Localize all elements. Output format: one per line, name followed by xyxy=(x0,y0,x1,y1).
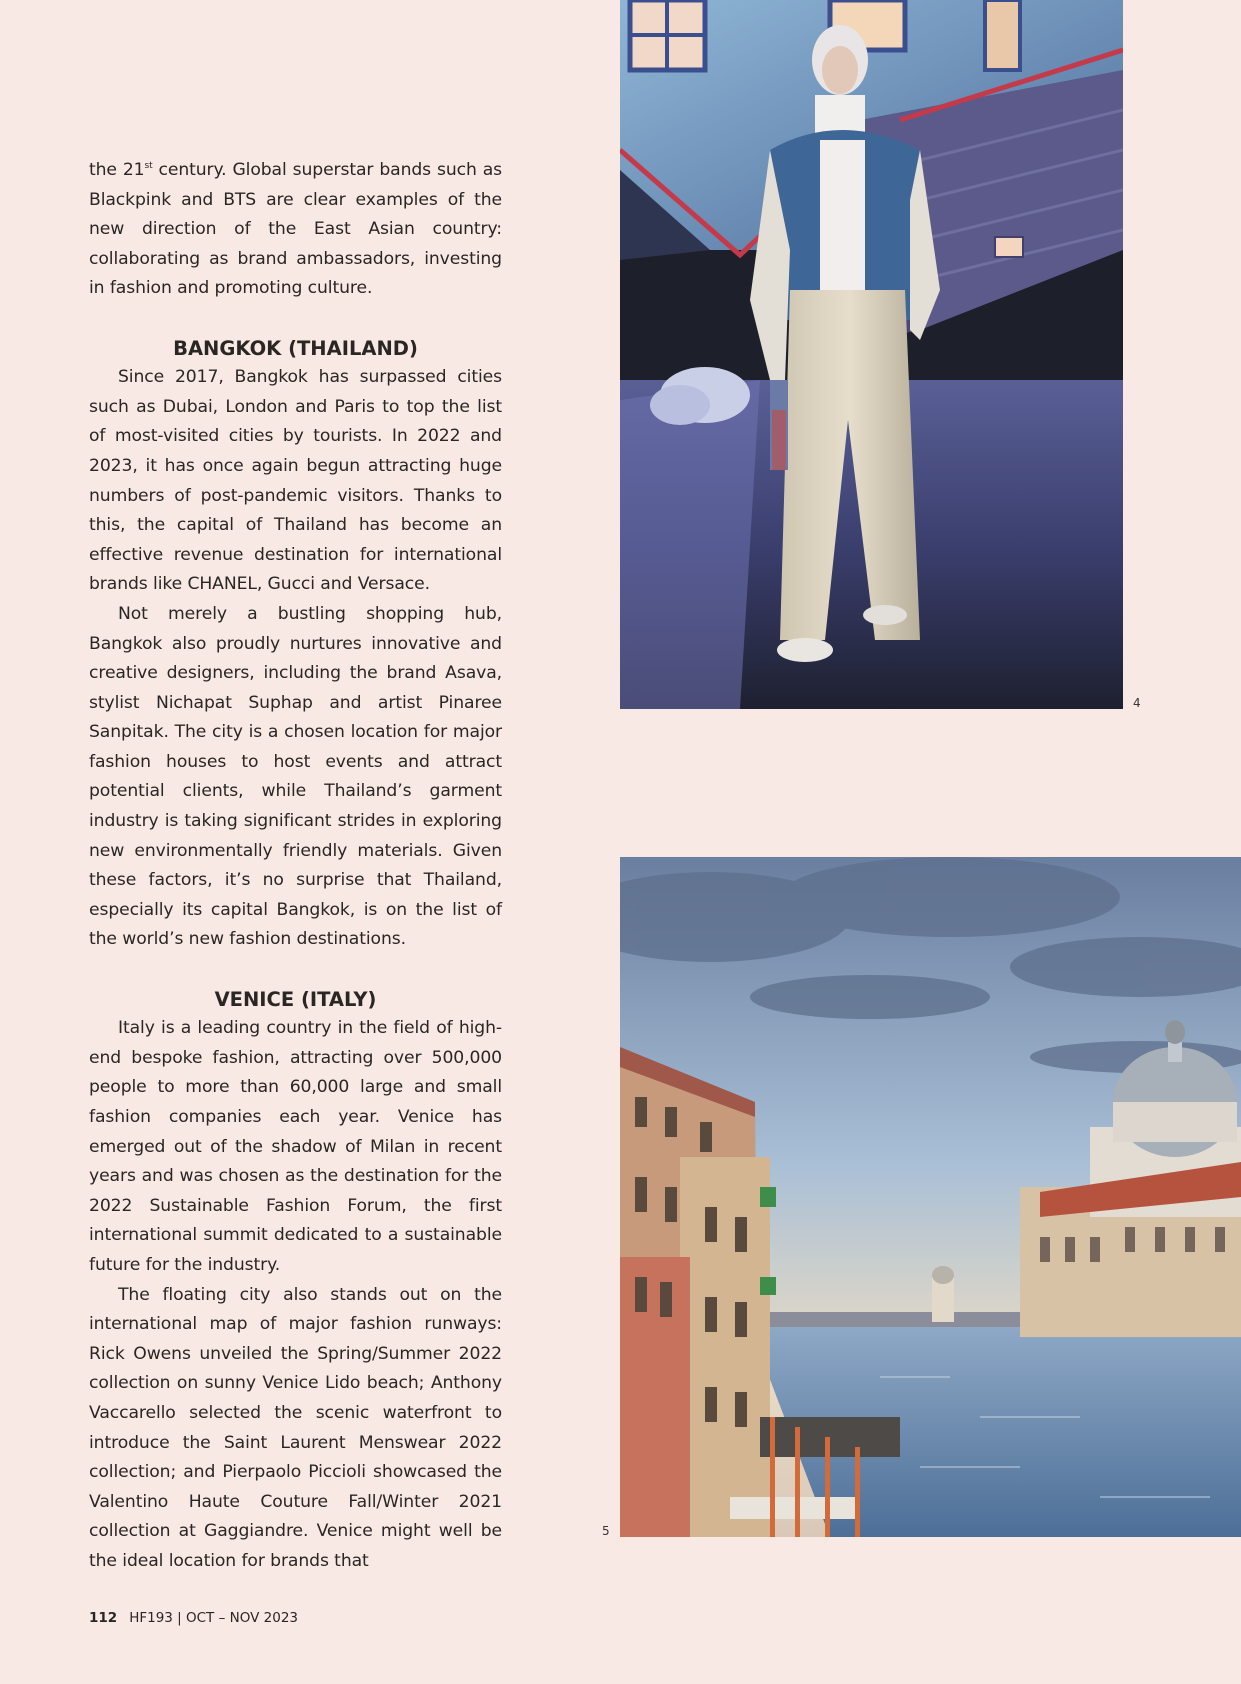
venice-canal-photo xyxy=(620,857,1241,1537)
venice-paragraph-2: The floating city also stands out on the international map of major fashion runways: Rick Owens unveiled the Spring/Summer 2022 collection on sunny Venice Lido beach; Anthony Vaccarello selected the scenic waterfront to introduce the Saint Laurent Menswear 2022 collection; and Pierpaolo Piccioli showcased the Valentino Haute Couture Fall/Winter 2021 collection at Gaggiandre. Venice might well be the ideal location for brands that xyxy=(89,1284,502,1571)
page-footer xyxy=(89,1610,298,1626)
venice-heading: VENICE (ITALY) xyxy=(214,987,377,1011)
runway-model-photo xyxy=(620,0,1123,709)
intro-text-start: the 21 xyxy=(89,160,145,180)
photo-5-number: 5 xyxy=(602,1524,610,1538)
bangkok-paragraph-2: Not merely a bustling shopping hub, Bangkok also proudly nurtures innovative and creative designers, including the brand Asava, stylist Nichapat Suphap and artist Pinaree Sanpitak. The city is a chosen location for major fashion houses to host events and attract potential clients, while Thailand’s garment industry is taking significant strides in exploring new environmentally friendly materials. Given these factors, it’s no surprise that Thailand, especially its capital Bangkok, is on the list of the world’s new fashion destinations. xyxy=(89,603,502,950)
photo-4-number: 4 xyxy=(1133,696,1141,710)
ordinal-suffix: st xyxy=(144,161,153,171)
venice-paragraph-1: Italy is a leading country in the field of high-end bespoke fashion, attracting over 500,000 people to more than 60,000 large and small fashion companies each year. Venice has emerged out of the shadow of Milan in recent years and was chosen as the destination for the 2022 Sustainable Fashion Forum, the first international summit dedicated to a sustainable future for the industry. xyxy=(89,1018,502,1275)
intro-paragraph xyxy=(89,156,502,304)
article-column xyxy=(89,156,502,1577)
intro-text-rest: century. Global superstar bands such as Blackpink and BTS are clear examples of the new direction of the East Asian country: collaborating as brand ambassadors, investing in fashion and promoting culture. xyxy=(89,160,502,299)
page-number: 112 xyxy=(89,1610,118,1626)
bangkok-heading: BANGKOK (THAILAND) xyxy=(173,336,418,360)
bangkok-paragraph-1: Since 2017, Bangkok has surpassed cities such as Dubai, London and Paris to top the list of most-visited cities by tourists. In 2022 and 2023, it has once again begun attracting huge numbers of post-pandemic visitors. Thanks to this, the capital of Thailand has become an effective revenue destination for international brands like CHANEL, Gucci and Versace. xyxy=(89,367,502,595)
issue-info: HF193 | OCT – NOV 2023 xyxy=(129,1610,299,1626)
